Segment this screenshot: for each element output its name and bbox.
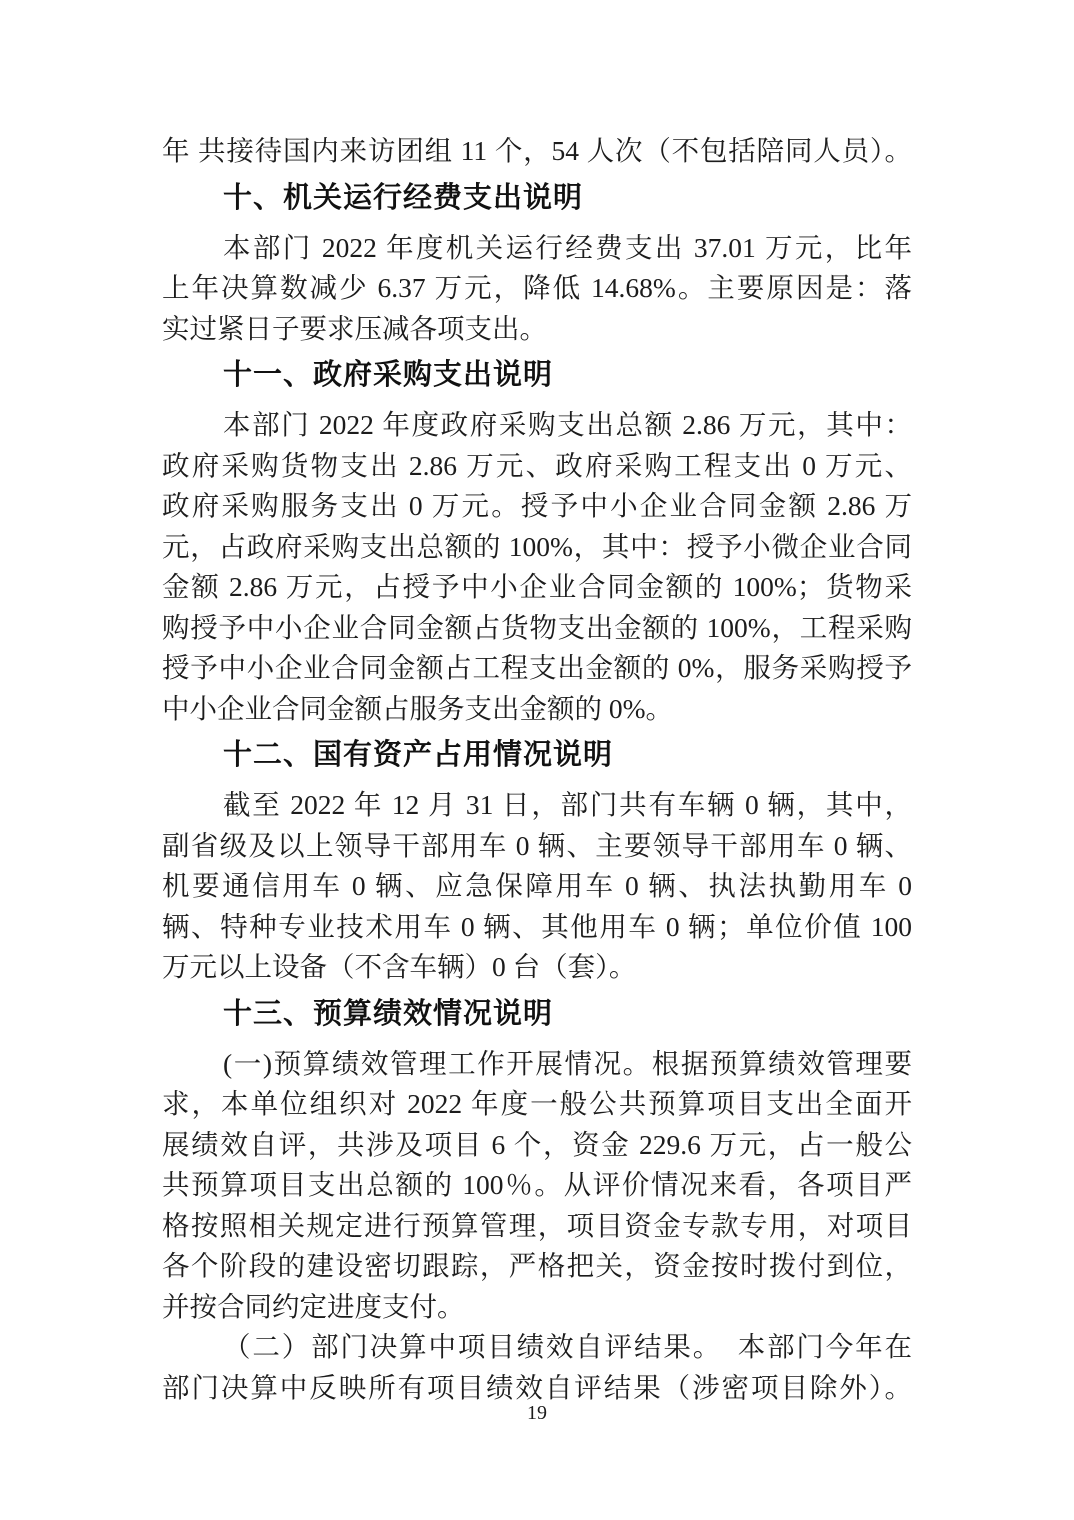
section-heading: 十、机关运行经费支出说明: [223, 181, 584, 214]
paragraph-line: 本部门 2022 年度机关运行经费支出 37.01 万元，比年: [223, 231, 912, 263]
page-number: 19: [527, 1402, 547, 1424]
paragraph-line: 年 共接待国内来访团组 11 个，54 人次（不包括陪同人员）。: [162, 135, 912, 166]
paragraph-line: 辆、特种专业技术用车 0 辆、其他用车 0 辆；单位价值 100: [162, 910, 912, 942]
section-heading: 十三、预算绩效情况说明: [223, 997, 554, 1030]
paragraph-line: 中小企业合同金额占服务支出金额的 0%。: [162, 692, 674, 724]
paragraph-line: 各个阶段的建设密切跟踪，严格把关，资金按时拨付到位，: [162, 1250, 912, 1281]
paragraph-line: 金额 2.86 万元，占授予中小企业合同金额的 100%；货物采: [162, 571, 912, 602]
paragraph-line: 机要通信用车 0 辆、应急保障用车 0 辆、执法执勤用车 0: [162, 870, 912, 901]
paragraph-line: 求，本单位组织对 2022 年度一般公共预算项目支出全面开: [162, 1088, 912, 1119]
paragraph-line: 授予中小企业合同金额占工程支出金额的 0%，服务采购授予: [162, 652, 912, 683]
section-heading: 十一、政府采购支出说明: [223, 359, 554, 391]
paragraph-line: 实过紧日子要求压减各项支出。: [162, 312, 547, 344]
paragraph-line: 格按照相关规定进行预算管理，项目资金专款专用，对项目: [162, 1209, 912, 1241]
paragraph-line: 副省级及以上领导干部用车 0 辆、主要领导干部用车 0 辆、: [162, 829, 912, 861]
paragraph-line: 购授予中小企业合同金额占货物支出金额的 100%，工程采购: [162, 611, 912, 643]
paragraph-line: 共预算项目支出总额的 100％。从评价情况来看，各项目严: [162, 1169, 912, 1200]
paragraph-line: 本部门 2022 年度政府采购支出总额 2.86 万元，其中：: [223, 409, 912, 440]
paragraph-line: (一)预算绩效管理工作开展情况。根据预算绩效管理要: [223, 1047, 912, 1079]
document-content: [162, 131, 912, 1408]
paragraph-line: （二）部门决算中项目绩效自评结果。 本部门今年在: [223, 1331, 912, 1362]
paragraph-line: 部门决算中反映所有项目绩效自评结果（涉密项目除外）。: [162, 1371, 912, 1403]
paragraph-line: 元，占政府采购支出总额的 100%，其中：授予小微企业合同: [162, 530, 912, 562]
paragraph-line: 并按合同约定进度支付。: [162, 1290, 465, 1322]
section-heading: 十二、国有资产占用情况说明: [223, 739, 614, 771]
paragraph-line: 截至 2022 年 12 月 31 日，部门共有车辆 0 辆，其中，: [223, 789, 912, 820]
paragraph-line: 万元以上设备（不含车辆）0 台（套）。: [162, 951, 637, 982]
paragraph-line: 政府采购服务支出 0 万元。授予中小企业合同金额 2.86 万: [162, 490, 912, 521]
paragraph-line: 上年决算数减少 6.37 万元，降低 14.68%。主要原因是：落: [162, 272, 912, 303]
paragraph-line: 政府采购货物支出 2.86 万元、政府采购工程支出 0 万元、: [162, 449, 912, 481]
paragraph-line: 展绩效自评，共涉及项目 6 个，资金 229.6 万元，占一般公: [162, 1128, 912, 1160]
